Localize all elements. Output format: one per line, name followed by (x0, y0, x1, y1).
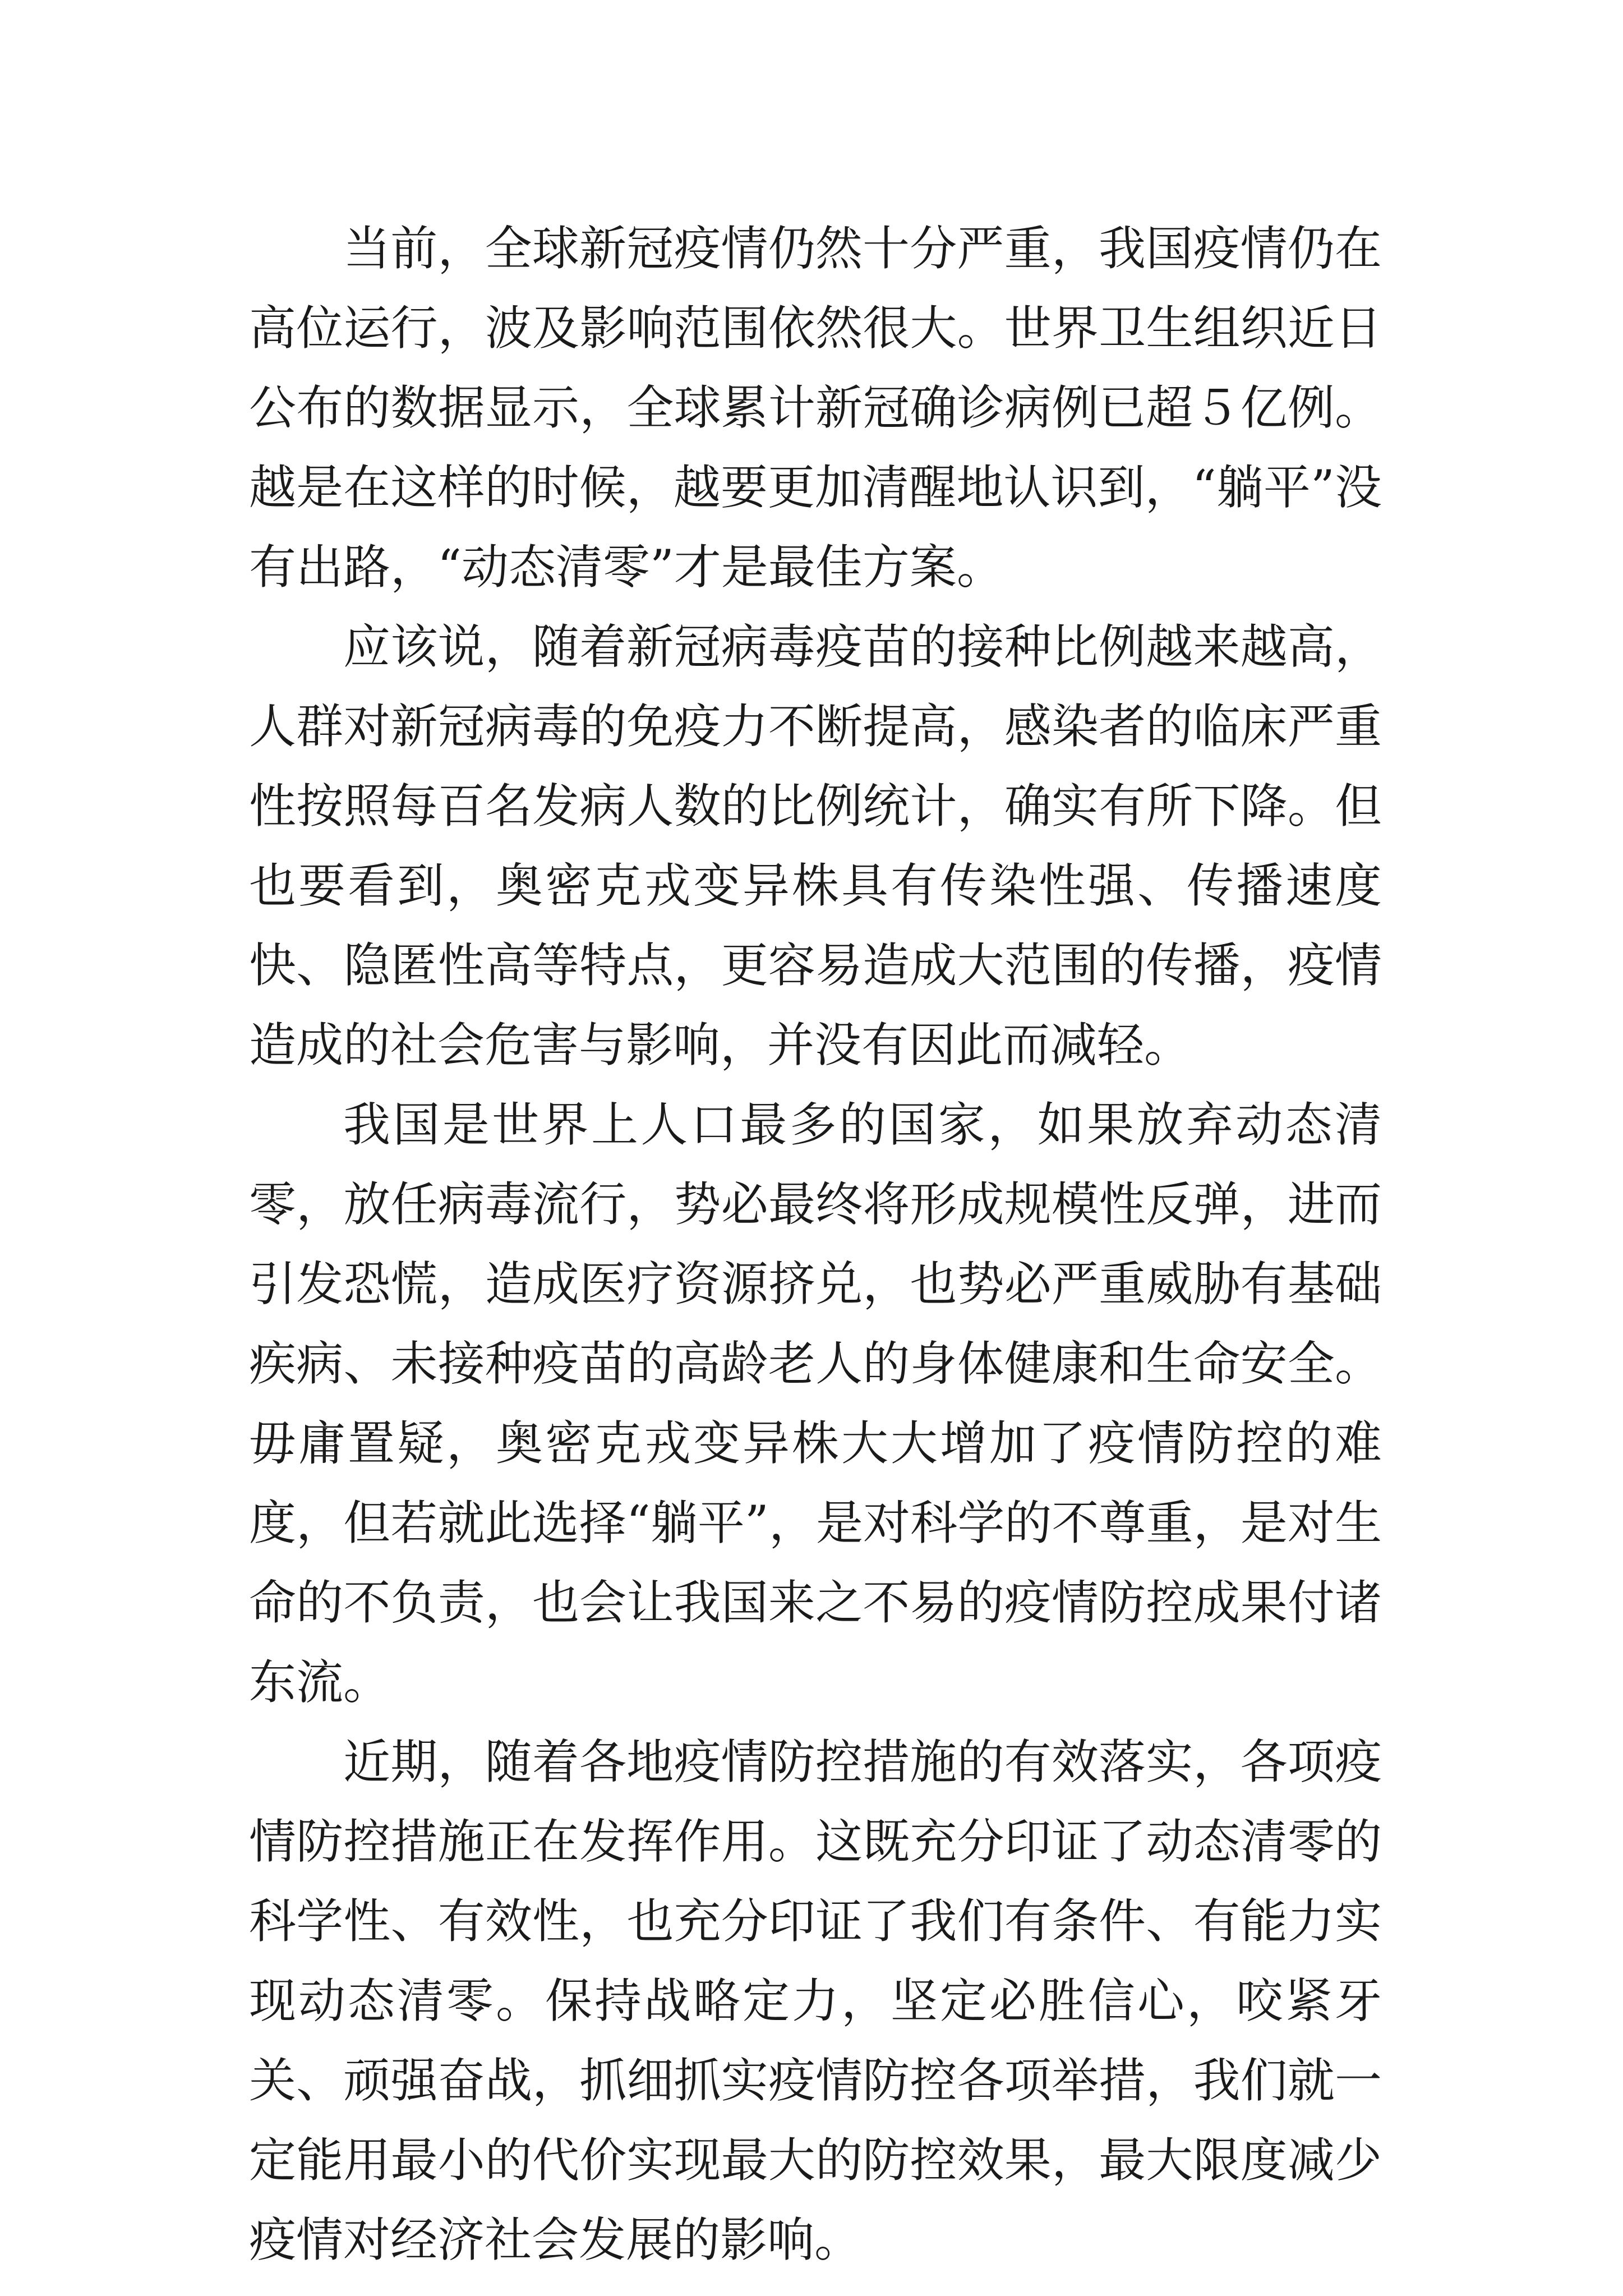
paragraph-2: 应该说，随着新冠病毒疫苗的接种比例越来越高，人群对新冠病毒的免疫力不断提高，感染者的临床严重性按照每百名发病人数的比例统计，确实有所下降。但也要看到，奥密克戎变异株具有传染性强、传播速度快、隐匿性高等特点，更容易造成大范围的传播，疫情造成的社会危害与影响，并没有因此而减轻。 (249, 619, 1382, 1073)
paragraph-4: 近期，随着各地疫情防控措施的有效落实，各项疫情防控措施正在发挥作用。这既充分印证了动态清零的科学性、有效性，也充分印证了我们有条件、有能力实现动态清零。保持战略定力，坚定必胜信心，咬紧牙关、顽强奋战，抓细抓实疫情防控各项举措，我们就一定能用最小的代价实现最大的防控效果，最大限度减少疫情对经济社会发展的影响。 (249, 1734, 1382, 2267)
paragraph-1: 当前，全球新冠疫情仍然十分严重，我国疫情仍在高位运行，波及影响范围依然很大。世界卫生组织近日公布的数据显示，全球累计新冠确诊病例已超５亿例。越是在这样的时候，越要更加清醒地认识到，“躺平”没有出路，“动态清零”才是最佳方案。 (249, 221, 1382, 595)
document-body (249, 209, 1382, 2280)
paragraph-3: 我国是世界上人口最多的国家，如果放弃动态清零，放任病毒流行，势必最终将形成规模性反弹，进而引发恐慌，造成医疗资源挤兑，也势必严重威胁有基础疾病、未接种疫苗的高龄老人的身体健康和生命安全。毋庸置疑，奥密克戎变异株大大增加了疫情防控的难度，但若就此选择“躺平”，是对科学的不尊重，是对生命的不负责，也会让我国来之不易的疫情防控成果付诸东流。 (249, 1097, 1382, 1710)
